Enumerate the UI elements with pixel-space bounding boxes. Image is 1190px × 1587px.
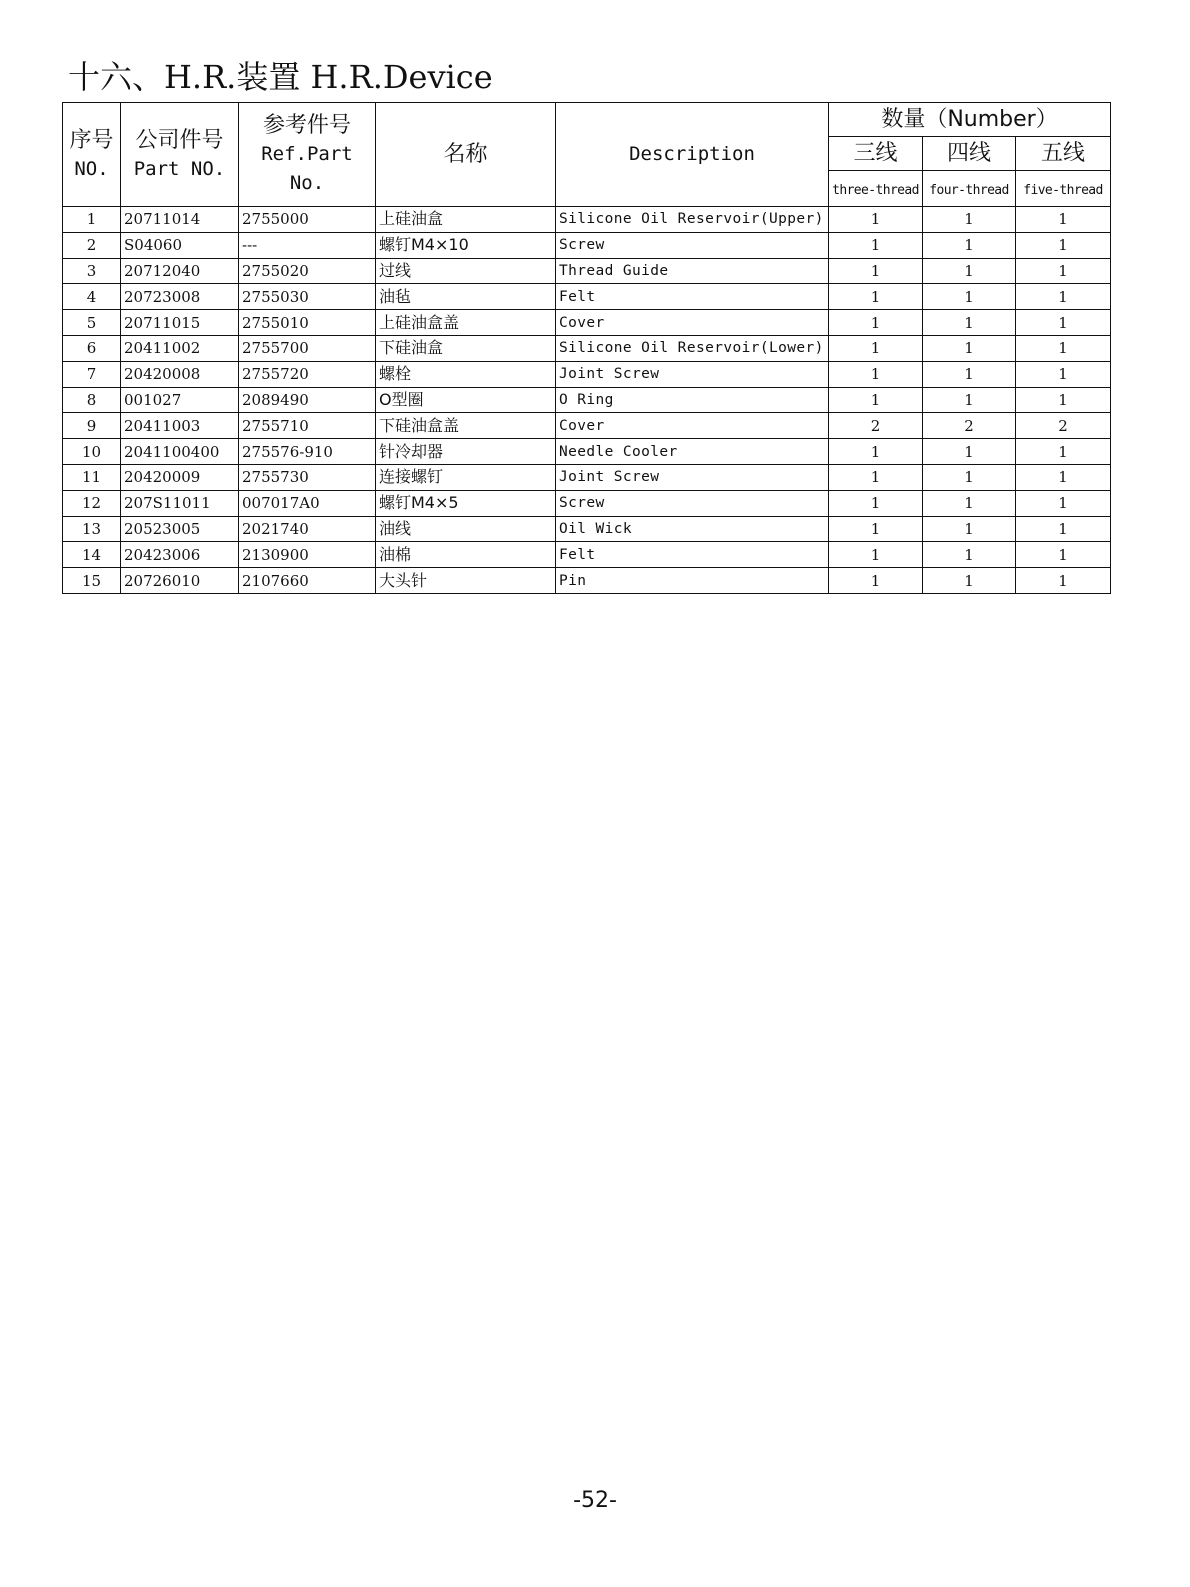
cell-ref-part: 2755030: [239, 284, 376, 310]
cell-qty-four: 1: [923, 542, 1016, 568]
cell-description: Joint Screw: [556, 464, 829, 490]
table-row: [63, 232, 1111, 258]
header-description-label: Description: [629, 143, 755, 165]
cell-part-no: 20523005: [121, 516, 239, 542]
table-row: [63, 335, 1111, 361]
cell-qty-five: 1: [1016, 335, 1111, 361]
header-seq: [63, 103, 121, 207]
cell-description: O Ring: [556, 387, 829, 413]
cell-no: 5: [63, 310, 121, 336]
header-four-cn: 四线: [923, 137, 1016, 171]
page-number: -52-: [573, 1488, 617, 1513]
cell-ref-part: 2107660: [239, 568, 376, 594]
cell-no: 7: [63, 361, 121, 387]
cell-name: 上硅油盒盖: [376, 310, 556, 336]
cell-no: 4: [63, 284, 121, 310]
table-header: [63, 103, 1111, 207]
cell-name: 油线: [376, 516, 556, 542]
cell-name: 下硅油盒盖: [376, 413, 556, 439]
cell-qty-three: 1: [829, 568, 923, 594]
cell-part-no: 207S11011: [121, 490, 239, 516]
cell-no: 8: [63, 387, 121, 413]
page-title: 十六、H.R.装置 H.R.Device: [68, 58, 493, 96]
cell-qty-three: 1: [829, 439, 923, 465]
cell-qty-three: 1: [829, 542, 923, 568]
cell-qty-three: 1: [829, 284, 923, 310]
cell-qty-three: 1: [829, 516, 923, 542]
cell-ref-part: 275576-910: [239, 439, 376, 465]
cell-part-no: 20423006: [121, 542, 239, 568]
header-seq-en: NO.: [74, 157, 109, 180]
cell-name: 螺钉M4×5: [376, 490, 556, 516]
header-seq-cn: 序号: [69, 127, 114, 153]
cell-qty-four: 1: [923, 258, 1016, 284]
cell-ref-part: 2755010: [239, 310, 376, 336]
cell-qty-three: 1: [829, 335, 923, 361]
header-name: [376, 103, 556, 207]
cell-qty-four: 2: [923, 413, 1016, 439]
cell-part-no: 2041100400: [121, 439, 239, 465]
cell-qty-four: 1: [923, 335, 1016, 361]
cell-part-no: 20420008: [121, 361, 239, 387]
cell-no: 3: [63, 258, 121, 284]
table-row: [63, 516, 1111, 542]
table-row: [63, 207, 1111, 233]
cell-qty-three: 2: [829, 413, 923, 439]
cell-no: 1: [63, 207, 121, 233]
cell-description: Felt: [556, 542, 829, 568]
table-row: [63, 490, 1111, 516]
header-five-en: five-thread: [1016, 171, 1111, 207]
cell-ref-part: 2089490: [239, 387, 376, 413]
cell-description: Thread Guide: [556, 258, 829, 284]
cell-name: O型圈: [376, 387, 556, 413]
header-name-cn: 名称: [443, 142, 488, 167]
table-row: [63, 439, 1111, 465]
cell-part-no: 001027: [121, 387, 239, 413]
cell-part-no: 20711015: [121, 310, 239, 336]
cell-qty-four: 1: [923, 310, 1016, 336]
cell-part-no: 20411003: [121, 413, 239, 439]
cell-description: Screw: [556, 232, 829, 258]
cell-name: 油毡: [376, 284, 556, 310]
header-quantity-label: 数量（Number）: [881, 107, 1058, 132]
cell-no: 10: [63, 439, 121, 465]
cell-no: 12: [63, 490, 121, 516]
cell-qty-five: 1: [1016, 568, 1111, 594]
cell-qty-four: 1: [923, 568, 1016, 594]
cell-qty-three: 1: [829, 258, 923, 284]
cell-description: Cover: [556, 310, 829, 336]
cell-description: Joint Screw: [556, 361, 829, 387]
cell-part-no: 20420009: [121, 464, 239, 490]
cell-description: Silicone Oil Reservoir(Lower): [556, 335, 829, 361]
cell-description: Needle Cooler: [556, 439, 829, 465]
header-quantity: [829, 103, 1111, 137]
cell-description: Felt: [556, 284, 829, 310]
cell-qty-three: 1: [829, 490, 923, 516]
cell-description: Screw: [556, 490, 829, 516]
cell-description: Cover: [556, 413, 829, 439]
cell-qty-four: 1: [923, 387, 1016, 413]
cell-qty-five: 1: [1016, 439, 1111, 465]
cell-ref-part: ---: [239, 232, 376, 258]
cell-qty-five: 1: [1016, 258, 1111, 284]
table-row: [63, 310, 1111, 336]
cell-part-no: S04060: [121, 232, 239, 258]
cell-qty-three: 1: [829, 361, 923, 387]
parts-table: [62, 102, 1111, 594]
cell-name: 下硅油盒: [376, 335, 556, 361]
cell-no: 2: [63, 232, 121, 258]
table-row: [63, 413, 1111, 439]
cell-name: 油棉: [376, 542, 556, 568]
cell-name: 大头针: [376, 568, 556, 594]
table-row: [63, 284, 1111, 310]
cell-description: Silicone Oil Reservoir(Upper): [556, 207, 829, 233]
cell-description: Oil Wick: [556, 516, 829, 542]
cell-qty-five: 1: [1016, 232, 1111, 258]
table-row: [63, 542, 1111, 568]
cell-qty-four: 1: [923, 516, 1016, 542]
table-row: [63, 464, 1111, 490]
cell-no: 9: [63, 413, 121, 439]
header-ref-cn: 参考件号: [262, 113, 351, 138]
cell-qty-five: 1: [1016, 464, 1111, 490]
header-four-en: four-thread: [923, 171, 1016, 207]
header-part: [121, 103, 239, 207]
cell-ref-part: 2755720: [239, 361, 376, 387]
cell-qty-five: 1: [1016, 516, 1111, 542]
cell-no: 13: [63, 516, 121, 542]
cell-no: 15: [63, 568, 121, 594]
cell-part-no: 20711014: [121, 207, 239, 233]
cell-ref-part: 007017A0: [239, 490, 376, 516]
header-part-cn: 公司件号: [135, 127, 224, 153]
cell-qty-four: 1: [923, 464, 1016, 490]
cell-qty-five: 2: [1016, 413, 1111, 439]
cell-qty-four: 1: [923, 232, 1016, 258]
cell-description: Pin: [556, 568, 829, 594]
cell-qty-five: 1: [1016, 490, 1111, 516]
header-part-en: Part NO.: [133, 157, 226, 180]
cell-ref-part: 2755020: [239, 258, 376, 284]
cell-qty-five: 1: [1016, 542, 1111, 568]
cell-qty-five: 1: [1016, 207, 1111, 233]
cell-part-no: 20712040: [121, 258, 239, 284]
cell-no: 11: [63, 464, 121, 490]
cell-name: 螺栓: [376, 361, 556, 387]
header-three-en: three-thread: [829, 171, 923, 207]
cell-part-no: 20723008: [121, 284, 239, 310]
cell-qty-four: 1: [923, 439, 1016, 465]
table-row: [63, 361, 1111, 387]
table-body: [63, 207, 1111, 594]
cell-name: 过线: [376, 258, 556, 284]
table-row: [63, 258, 1111, 284]
cell-ref-part: 2130900: [239, 542, 376, 568]
cell-ref-part: 2021740: [239, 516, 376, 542]
cell-qty-four: 1: [923, 490, 1016, 516]
cell-name: 针冷却器: [376, 439, 556, 465]
cell-no: 14: [63, 542, 121, 568]
cell-ref-part: 2755730: [239, 464, 376, 490]
cell-part-no: 20726010: [121, 568, 239, 594]
cell-part-no: 20411002: [121, 335, 239, 361]
cell-ref-part: 2755710: [239, 413, 376, 439]
cell-qty-five: 1: [1016, 284, 1111, 310]
cell-no: 6: [63, 335, 121, 361]
table-row: [63, 568, 1111, 594]
cell-qty-four: 1: [923, 284, 1016, 310]
header-five-cn: 五线: [1016, 137, 1111, 171]
header-three-cn: 三线: [829, 137, 923, 171]
cell-qty-four: 1: [923, 361, 1016, 387]
cell-name: 上硅油盒: [376, 207, 556, 233]
cell-qty-three: 1: [829, 387, 923, 413]
cell-qty-three: 1: [829, 207, 923, 233]
header-description: [556, 103, 829, 207]
cell-qty-three: 1: [829, 310, 923, 336]
cell-ref-part: 2755000: [239, 207, 376, 233]
cell-name: 螺钉M4×10: [376, 232, 556, 258]
cell-ref-part: 2755700: [239, 335, 376, 361]
cell-qty-five: 1: [1016, 310, 1111, 336]
cell-qty-five: 1: [1016, 361, 1111, 387]
header-ref-en1: Ref.Part: [261, 143, 353, 165]
cell-name: 连接螺钉: [376, 464, 556, 490]
cell-qty-four: 1: [923, 207, 1016, 233]
cell-qty-three: 1: [829, 232, 923, 258]
cell-qty-five: 1: [1016, 387, 1111, 413]
table-row: [63, 387, 1111, 413]
header-ref-en2: No.: [289, 172, 325, 194]
cell-qty-three: 1: [829, 464, 923, 490]
header-ref: [239, 103, 376, 207]
